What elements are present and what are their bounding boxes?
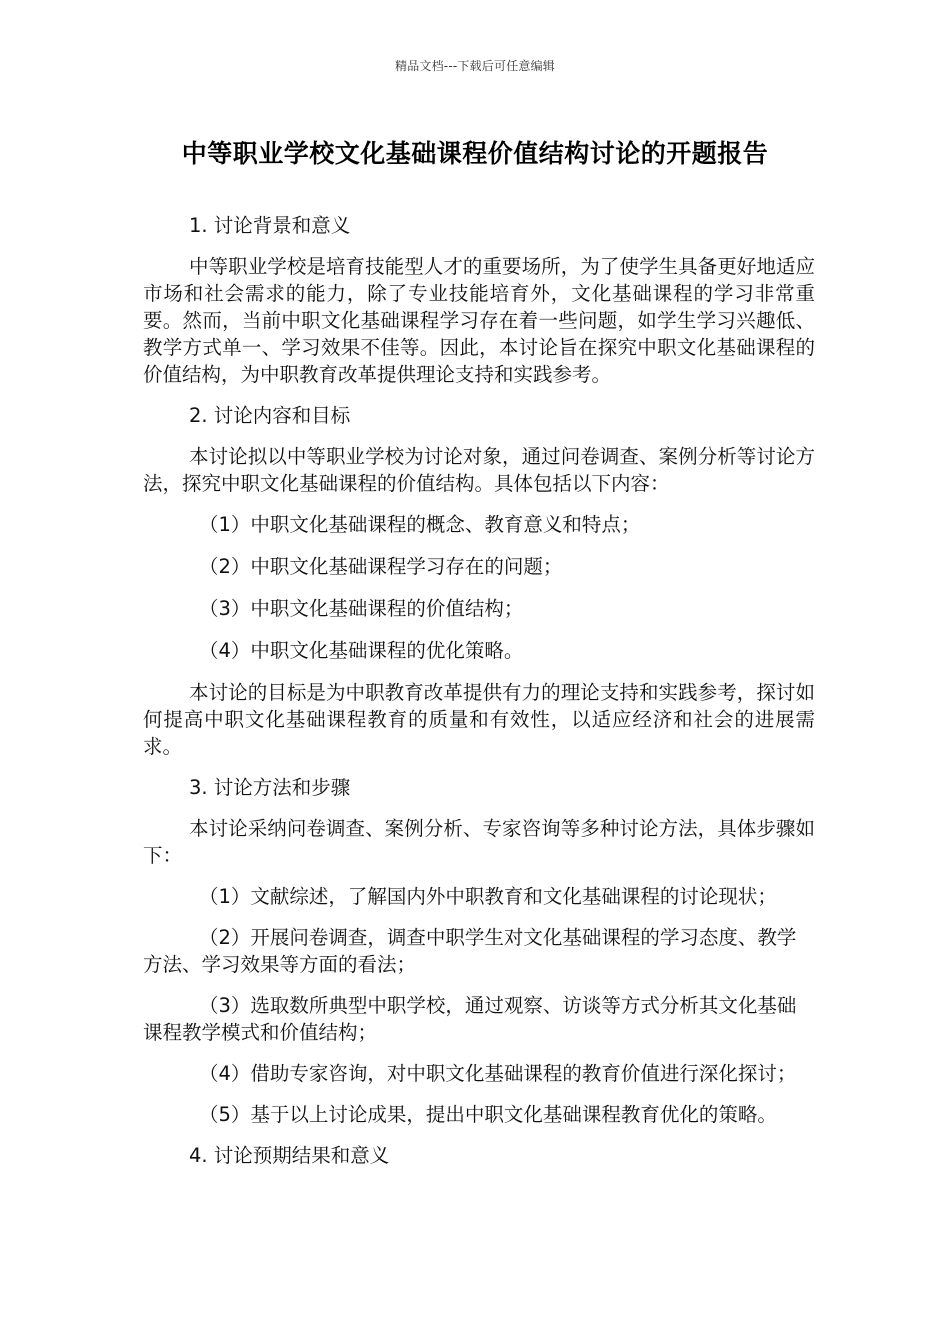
section-heading-4: 4. 讨论预期结果和意义 bbox=[189, 1144, 390, 1167]
document-body bbox=[143, 212, 815, 1183]
list-item: （3）中职文化基础课程的价值结构； bbox=[199, 597, 524, 620]
list-item: （4）中职文化基础课程的优化策略。 bbox=[199, 639, 524, 662]
list-item: （3）选取数所典型中职学校，通过观察、访谈等方式分析其文化基础课程教学模式和价值结构； bbox=[143, 994, 797, 1044]
section-3-intro: 本讨论采纳问卷调查、案例分析、专家咨询等多种讨论方法，具体步骤如下： bbox=[143, 817, 815, 867]
list-item: （1）中职文化基础课程的概念、教育意义和特点； bbox=[199, 513, 641, 536]
list-item: （4）借助专家咨询，对中职文化基础课程的教育价值进行深化探讨； bbox=[199, 1062, 797, 1085]
document-title: 中等职业学校文化基础课程价值结构讨论的开题报告 bbox=[181, 139, 769, 168]
list-item: （2）开展问卷调查，调查中职学生对文化基础课程的学习态度、教学方法、学习效果等方面的看法； bbox=[143, 926, 797, 976]
list-item: （1）文献综述，了解国内外中职教育和文化基础课程的讨论现状； bbox=[199, 885, 777, 908]
header-note: 精品文档---下载后可任意编辑 bbox=[395, 59, 555, 73]
section-heading-2: 2. 讨论内容和目标 bbox=[189, 404, 351, 427]
section-heading-3: 3. 讨论方法和步骤 bbox=[189, 776, 351, 799]
list-item: （2）中职文化基础课程学习存在的问题； bbox=[199, 555, 563, 578]
section-heading-1: 1. 讨论背景和意义 bbox=[189, 214, 351, 237]
list-item: （5）基于以上讨论成果，提出中职文化基础课程教育优化的策略。 bbox=[199, 1103, 777, 1126]
section-2-intro: 本讨论拟以中等职业学校为讨论对象，通过问卷调查、案例分析等讨论方法，探究中职文化基础课程的价值结构。具体包括以下内容： bbox=[143, 445, 815, 495]
section-1-paragraph: 中等职业学校是培育技能型人才的重要场所，为了使学生具备更好地适应市场和社会需求的能力，除了专业技能培育外，文化基础课程的学习非常重要。然而，当前中职文化基础课程学习存在着一些问题，如学生学习兴趣低、教学方式单一、学习效果不佳等。因此，本讨论旨在探究中职文化基础课程的价值结构，为中职教育改革提供理论支持和实践参考。 bbox=[143, 255, 815, 386]
section-2-closing: 本讨论的目标是为中职教育改革提供有力的理论支持和实践参考，探讨如何提高中职文化基础课程教育的质量和有效性，以适应经济和社会的进展需求。 bbox=[143, 681, 815, 758]
